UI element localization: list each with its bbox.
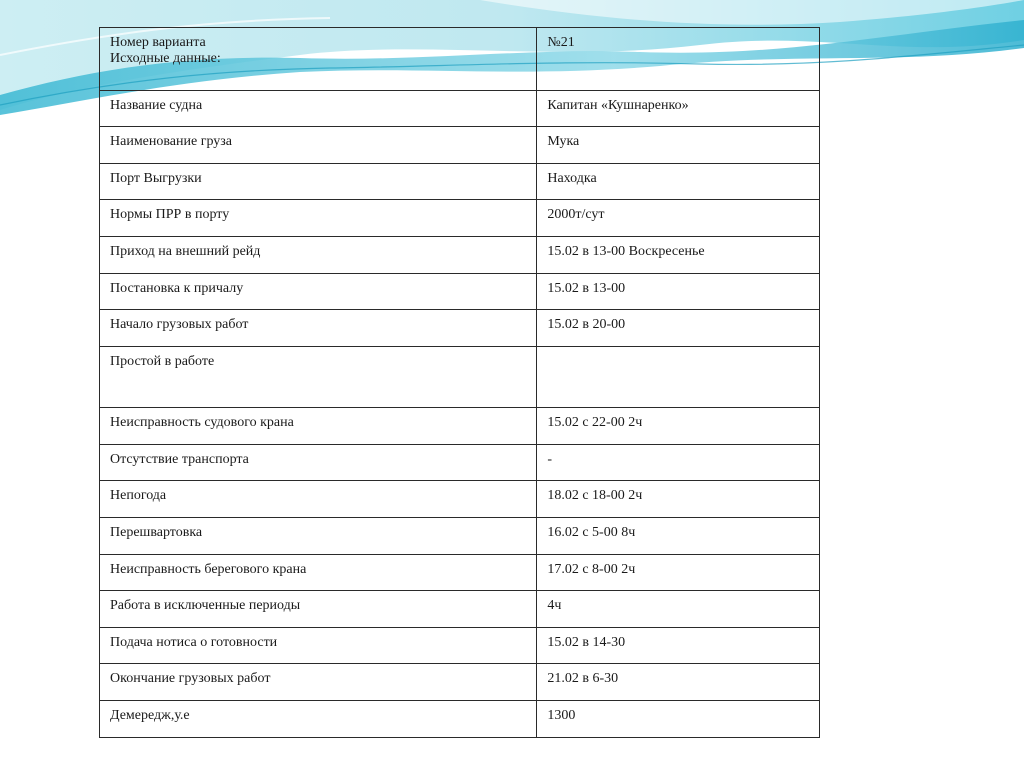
- row-label: Приход на внешний рейд: [100, 237, 537, 274]
- row-value: 4ч: [537, 591, 820, 628]
- row-label: Нормы ПРР в порту: [100, 200, 537, 237]
- table-row: [100, 127, 820, 164]
- row-value: 15.02 в 14-30: [537, 628, 820, 664]
- data-table: [99, 27, 820, 738]
- table-row: [100, 408, 820, 445]
- row-value: 17.02 с 8-00 2ч: [537, 555, 820, 591]
- row-value: 21.02 в 6-30: [537, 664, 820, 701]
- row-label: Неисправность судового крана: [100, 408, 537, 445]
- row-value: 18.02 с 18-00 2ч: [537, 481, 820, 518]
- table-row: [100, 274, 820, 310]
- row-label: Порт Выгрузки: [100, 164, 537, 200]
- table-row: [100, 628, 820, 664]
- row-label: Окончание грузовых работ: [100, 664, 537, 701]
- row-label: Наименование груза: [100, 127, 537, 164]
- table-row-header: [100, 28, 820, 91]
- row-label: Постановка к причалу: [100, 274, 537, 310]
- row-label: Начало грузовых работ: [100, 310, 537, 347]
- row-value: 15.02 в 13-00 Воскресенье: [537, 237, 820, 274]
- table-row: [100, 518, 820, 555]
- table-row: [100, 481, 820, 518]
- header-label-cell: [100, 28, 537, 91]
- table-row: [100, 164, 820, 200]
- row-label: Подача нотиса о готовности: [100, 628, 537, 664]
- row-value: 15.02 с 22-00 2ч: [537, 408, 820, 445]
- table-row: [100, 701, 820, 738]
- row-label: Отсутствие транспорта: [100, 445, 537, 481]
- row-value: Мука: [537, 127, 820, 164]
- row-value: 16.02 с 5-00 8ч: [537, 518, 820, 555]
- row-label: Непогода: [100, 481, 537, 518]
- row-label: Работа в исключенные периоды: [100, 591, 537, 628]
- row-label: Перешвартовка: [100, 518, 537, 555]
- row-value: -: [537, 445, 820, 481]
- variant-number: №21: [537, 28, 820, 91]
- table-row: [100, 310, 820, 347]
- row-value: Находка: [537, 164, 820, 200]
- source-data-label: Исходные данные:: [110, 51, 221, 66]
- row-label: Простой в работе: [100, 347, 537, 408]
- table-row: [100, 445, 820, 481]
- row-value: 15.02 в 20-00: [537, 310, 820, 347]
- row-value: 1300: [537, 701, 820, 738]
- row-value: Капитан «Кушнаренко»: [537, 91, 820, 127]
- table-row: [100, 347, 820, 408]
- variant-label: Номер варианта: [110, 35, 206, 50]
- table-row: [100, 591, 820, 628]
- table-row: [100, 237, 820, 274]
- table-row: [100, 91, 820, 127]
- row-value: [537, 347, 820, 408]
- row-value: 15.02 в 13-00: [537, 274, 820, 310]
- row-label: Неисправность берегового крана: [100, 555, 537, 591]
- table-row: [100, 200, 820, 237]
- table-row: [100, 664, 820, 701]
- row-label: Демередж,у.е: [100, 701, 537, 738]
- row-value: 2000т/сут: [537, 200, 820, 237]
- table-row: [100, 555, 820, 591]
- row-label: Название судна: [100, 91, 537, 127]
